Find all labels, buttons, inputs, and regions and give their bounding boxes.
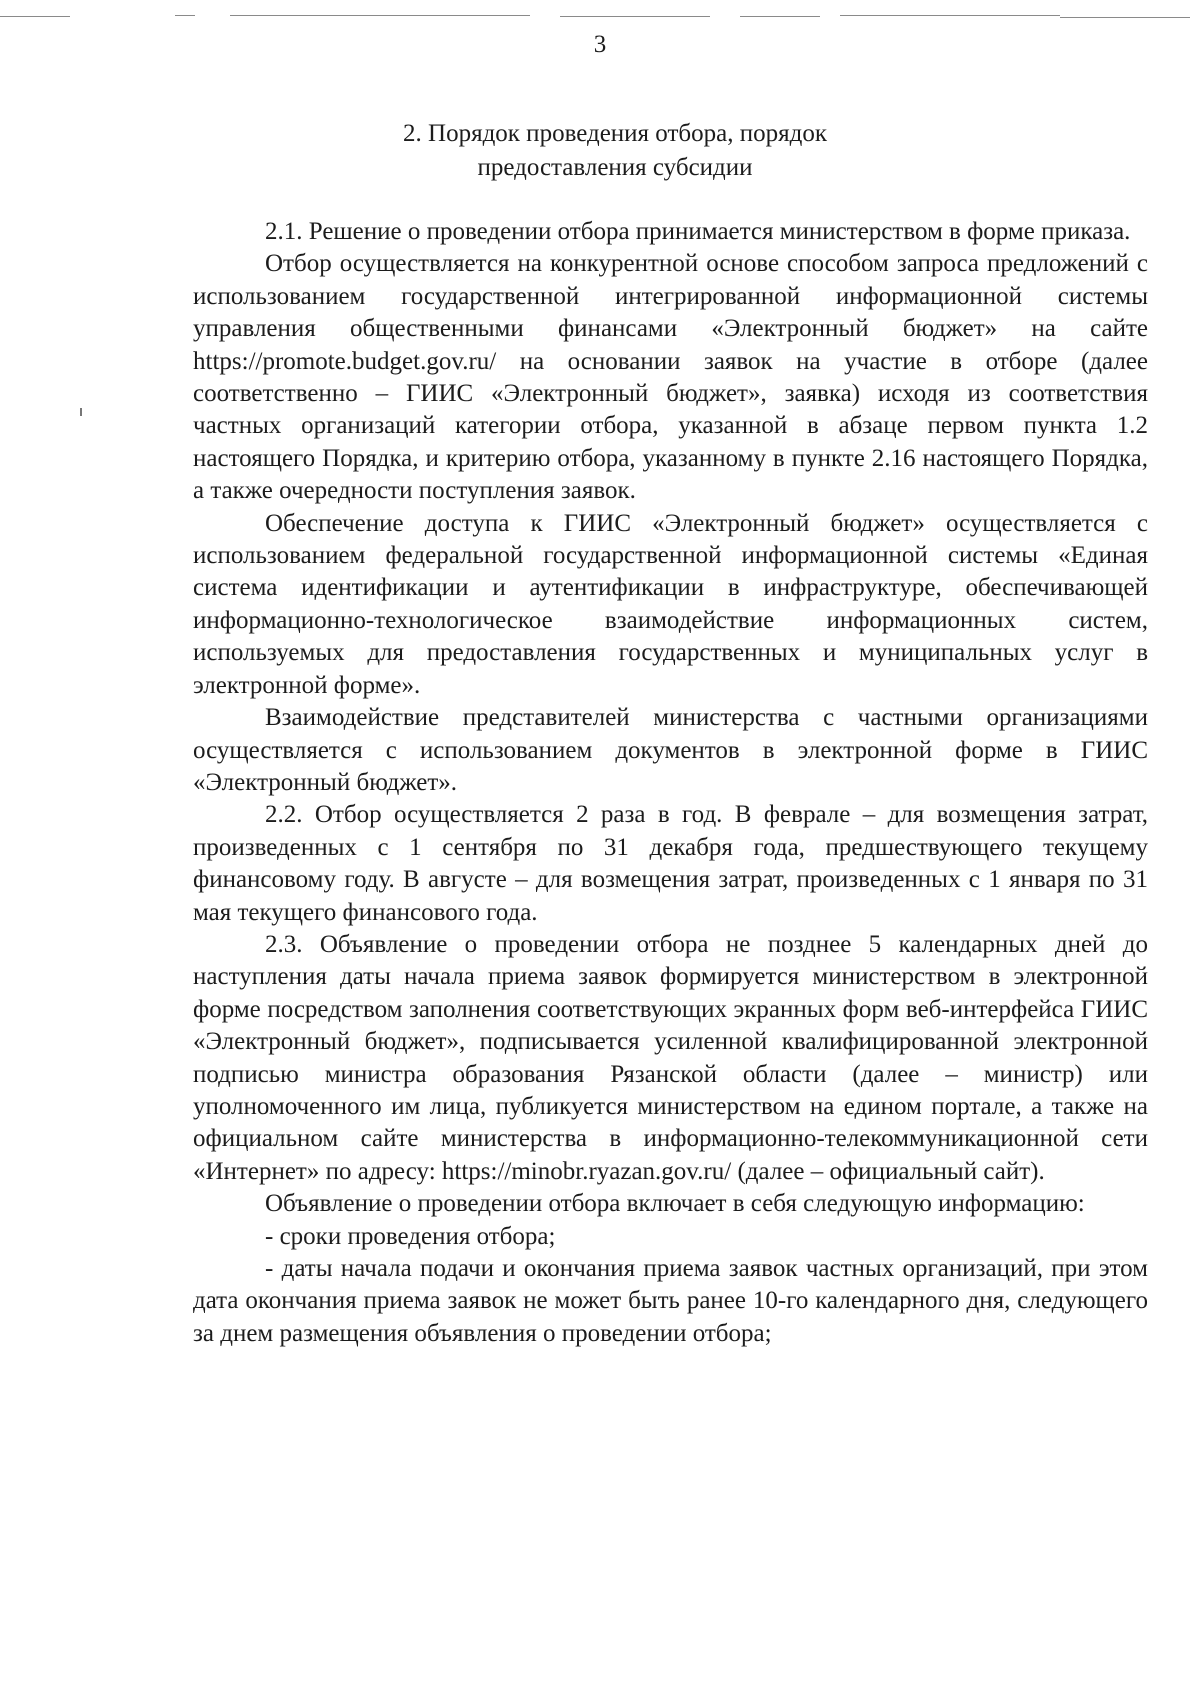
paragraph: Объявление о проведении отбора включает в себя следующую информацию:	[265, 1190, 1085, 1218]
heading-line-1: 2. Порядок проведения отбора, порядок	[403, 120, 827, 147]
page-number: 3	[593, 31, 607, 58]
scan-speck	[80, 408, 82, 416]
list-item: - даты начала подачи и окончания приема заявок частных организаций, при этом дата окончания приема заявок не может быть ранее 10-го календарного дня, следующего за днем размещения объявления о проведении отбора;	[193, 1255, 1148, 1347]
scan-edge-artifact	[0, 12, 1200, 24]
paragraph: 2.3. Объявление о проведении отбора не позднее 5 календарных дней до наступления даты начала приема заявок формируется министерством в электронной форме посредством заполнения соответствующих экранных форм веб-интерфейса ГИИС «Электронный бюджет», подписывается усиленной квалифицированной электронной подписью министра образования Рязанской области (далее – министр) или уполномоченного им лица, публикуется министерством на едином портале, а также на официальном сайте министерства в информационно-телекоммуникационной сети «Интернет» по адресу: https://minobr.ryazan.gov.ru/ (далее – официальный сайт).	[193, 930, 1148, 1185]
heading-line-2: предоставления субсидии	[477, 154, 753, 181]
document-body	[193, 216, 1148, 1350]
paragraph: Обеспечение доступа к ГИИС «Электронный бюджет» осуществляется с использованием федеральной государственной информационной системы «Единая система идентификации и аутентификации в инфраструктуре, обеспечивающей информационно-технологическое взаимодействие информационных систем, используемых для предоставления государственных и муниципальных услуг в электронной форме».	[193, 509, 1148, 699]
paragraph: Взаимодействие представителей министерства с частными организациями осуществляется с использованием документов в электронной форме в ГИИС «Электронный бюджет».	[193, 704, 1148, 796]
paragraph: 2.2. Отбор осуществляется 2 раза в год. В феврале – для возмещения затрат, произведенных с 1 сентября по 31 декабря года, предшествующего текущему финансовому году. В августе – для возмещения затрат, произведенных с 1 января по 31 мая текущего финансового года.	[193, 801, 1148, 926]
paragraph: Отбор осуществляется на конкурентной основе способом запроса предложений с использованием государственной интегрированной информационной системы управления общественными финансами «Электронный бюджет» на сайте https://promote.budget.gov.ru/ на основании заявок на участие в отборе (далее соответственно – ГИИС «Электронный бюджет», заявка) исходя из соответствия частных организаций категории отбора, указанной в абзаце первом пункта 1.2 настоящего Порядка, и критерию отбора, указанному в пункте 2.16 настоящего Порядка, а также очередности поступления заявок.	[193, 250, 1148, 505]
section-heading	[190, 117, 1040, 185]
paragraph: 2.1. Решение о проведении отбора принимается министерством в форме приказа.	[265, 218, 1131, 245]
list-item: - сроки проведения отбора;	[265, 1222, 556, 1250]
